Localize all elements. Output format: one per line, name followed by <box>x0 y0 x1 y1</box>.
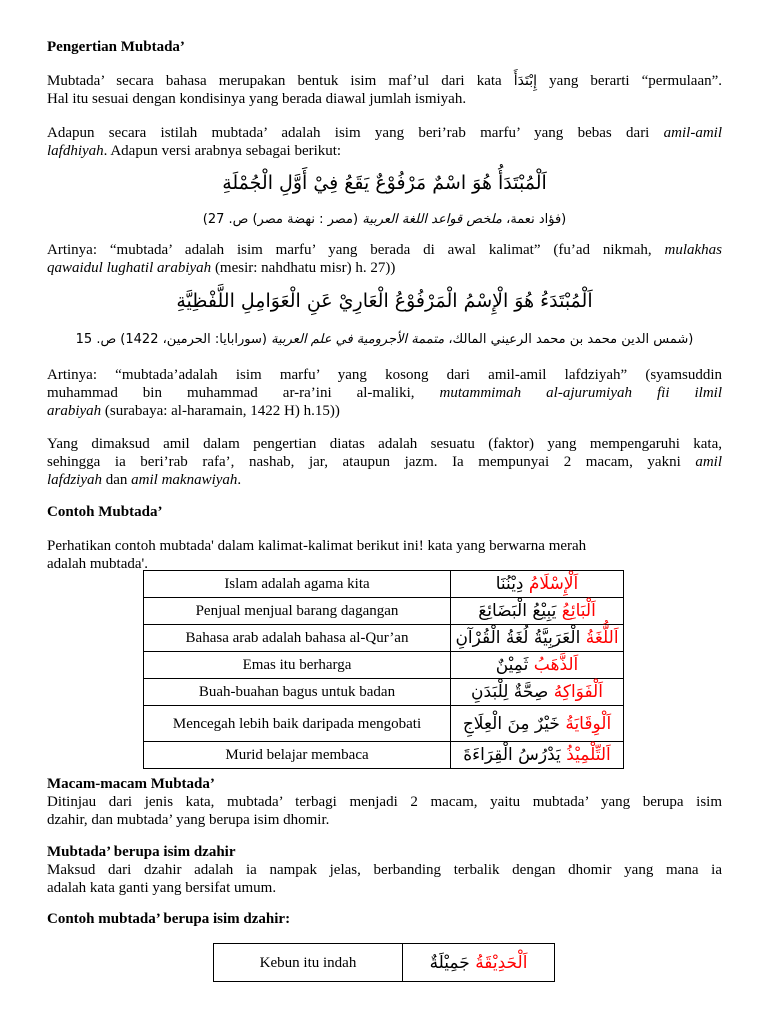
indonesian-sentence: Murid belajar membaca <box>144 742 451 769</box>
citation-1: (فؤاد نعمة، ملخص قواعد اللغة العربية (مصر : نهضة مصر) ص. 27) <box>202 212 567 227</box>
arabic-sentence <box>451 598 624 625</box>
indonesian-sentence: Islam adalah agama kita <box>144 571 451 598</box>
indonesian-sentence: Bahasa arab adalah bahasa al-Qur’an <box>144 625 451 652</box>
table-row <box>214 944 555 982</box>
arabic-rest: يَبِيْعُ الْبَضَائِعَ <box>478 601 562 621</box>
paragraph-bahasa <box>47 72 722 108</box>
indonesian-sentence: Mencegah lebih baik daripada mengobati <box>144 706 451 742</box>
arabic-rest: دِيْنُنَا <box>495 574 529 594</box>
arabic-rest: خَيْرٌ مِنَ الْعِلَاجِ <box>462 713 566 734</box>
arabic-rest: جَمِيْلَةٌ <box>429 952 476 973</box>
arabic-sentence <box>451 652 624 679</box>
paragraph-perhatikan <box>47 537 722 573</box>
arabic-sentence <box>451 742 624 769</box>
mubtada-word: اَلْإِسْلَامُ <box>528 574 579 594</box>
paragraph-line: adalah kata ganti yang bersifat umum. <box>47 880 277 896</box>
mubtada-word: اَللُّغَةُ <box>585 628 619 648</box>
arabic-sentence <box>451 625 624 652</box>
mubtada-word: اَلْفَوَاكِهُ <box>553 682 603 702</box>
examples-table <box>143 570 624 769</box>
table-row <box>144 679 624 706</box>
indonesian-sentence: Kebun itu indah <box>214 944 403 982</box>
heading-pengertian: Pengertian Mubtada’ <box>47 39 185 55</box>
paragraph-line: sehingga ia beri’rab rafa’, nashab, jar, ataupun jazm. Ia mempunyai 2 macam, yakni amil <box>47 454 723 470</box>
arabic-rest: ثَمِيْنٌ <box>495 655 534 675</box>
arabic-definition-1: اَلْمُبْتَدَأُ هُوَ اسْمٌ مَرْفُوْعٌ يَقَعُ فِيْ أَوَّلِ الْجُمْلَةِ <box>222 172 547 194</box>
heading-contoh-dzahir: Contoh mubtada’ berupa isim dzahir: <box>47 911 291 927</box>
table-row <box>144 571 624 598</box>
paragraph-dzahir <box>47 861 722 897</box>
paragraph-line: Artinya: “mubtada’adalah isim marfu’ yang kosong dari amil-amil lafdziyah” (syamsuddin <box>47 367 722 383</box>
arabic-sentence <box>451 571 624 598</box>
mubtada-word: اَلْوِقَايَةُ <box>565 713 612 734</box>
paragraph-line: lafdhiyah. Adapun versi arabnya sebagai berikut: <box>47 143 342 159</box>
paragraph-line: arabiyah (surabaya: al-haramain, 1422 H) h.15)) <box>47 403 340 419</box>
paragraph-line: adalah mubtada'. <box>47 556 148 572</box>
mubtada-word: اَلْحَدِيْقَةُ <box>475 952 528 973</box>
arabic-rest: الْعَرَبِيَّةُ لُغَةُ الْقُرْآنِ <box>455 628 586 648</box>
arabic-rest: يَدْرُسُ الْقِرَاءَةَ <box>463 745 567 765</box>
table-row <box>144 598 624 625</box>
indonesian-sentence: Emas itu berharga <box>144 652 451 679</box>
paragraph-line: lafdziyah dan amil maknawiyah. <box>47 472 242 488</box>
dzahir-example-table <box>213 943 555 982</box>
paragraph-macam <box>47 793 722 829</box>
indonesian-sentence: Buah-buahan bagus untuk badan <box>144 679 451 706</box>
heading-macam: Macam-macam Mubtada’ <box>47 776 215 792</box>
mubtada-word: اَلذَّهَبُ <box>533 655 579 675</box>
indonesian-sentence: Penjual menjual barang dagangan <box>144 598 451 625</box>
table-row <box>144 625 624 652</box>
arabic-sentence <box>451 706 624 742</box>
paragraph-line: Ditinjau dari jenis kata, mubtada’ terbagi menjadi 2 macam, yaitu mubtada’ yang berupa isim <box>47 794 722 810</box>
heading-contoh: Contoh Mubtada’ <box>47 504 163 520</box>
arabic-word: إِبْتَدَأَ <box>513 73 538 89</box>
paragraph-line: dzahir, dan mubtada’ yang berupa isim dhomir. <box>47 812 330 828</box>
citation-2: (شمس الدين محمد بن محمد الرعيني المالك، متممة الأجرومية في علم العربية (سورابايا: الحرمين، 1422) ص. 15 <box>75 332 694 347</box>
paragraph-istilah <box>47 124 722 160</box>
table-row <box>144 652 624 679</box>
paragraph-artinya-2 <box>47 366 722 420</box>
paragraph-line: Mubtada’ secara bahasa merupakan bentuk isim maf’ul dari kata إِبْتَدَأَ yang berarti “permulaan”. <box>47 73 723 89</box>
heading-isim-dzahir: Mubtada’ berupa isim dzahir <box>47 844 236 860</box>
arabic-rest: صِحَّةٌ لِلْبَدَنِ <box>471 682 554 702</box>
table-row <box>144 742 624 769</box>
paragraph-line: Perhatikan contoh mubtada' dalam kalimat-kalimat berikut ini! kata yang berwarna merah <box>47 538 587 554</box>
paragraph-line: Adapun secara istilah mubtada’ adalah isim yang beri’rab marfu’ yang bebas dari amil-amil <box>47 125 722 141</box>
paragraph-line: Hal itu sesuai dengan kondisinya yang berada diawal jumlah ismiyah. <box>47 91 467 107</box>
arabic-sentence <box>451 679 624 706</box>
paragraph-line: muhammad bin muhammad ar-ra’ini al-maliki, mutammimah al-ajurumiyah fii ilmil <box>47 385 722 401</box>
table-row <box>144 706 624 742</box>
mubtada-word: اَلتِّلْمِيْذُ <box>566 745 611 765</box>
paragraph-line: Yang dimaksud amil dalam pengertian diatas adalah sesuatu (faktor) yang mempengaruhi kata, <box>47 436 722 452</box>
paragraph-line: Artinya: “mubtada’ adalah isim marfu’ yang berada di awal kalimat” (fu’ad nikmah, mulakhas <box>47 242 722 258</box>
arabic-definition-2: اَلْمُبْتَدَءُ هُوَ الْإِسْمُ الْمَرْفُوْعُ الْعَارِيْ عَنِ الْعَوَامِلِ اللَّفْظِيَّةِ <box>176 290 593 312</box>
arabic-sentence <box>403 944 555 982</box>
paragraph-line: Maksud dari dzahir adalah ia nampak jelas, berbanding terbalik dengan dhomir yang mana ia <box>47 862 722 878</box>
mubtada-word: اَلْبَائِعُ <box>561 601 596 621</box>
paragraph-artinya-1 <box>47 241 722 277</box>
paragraph-line: qawaidul lughatil arabiyah (mesir: nahdhatu misr) h. 27)) <box>47 260 396 276</box>
paragraph-amil <box>47 435 722 489</box>
